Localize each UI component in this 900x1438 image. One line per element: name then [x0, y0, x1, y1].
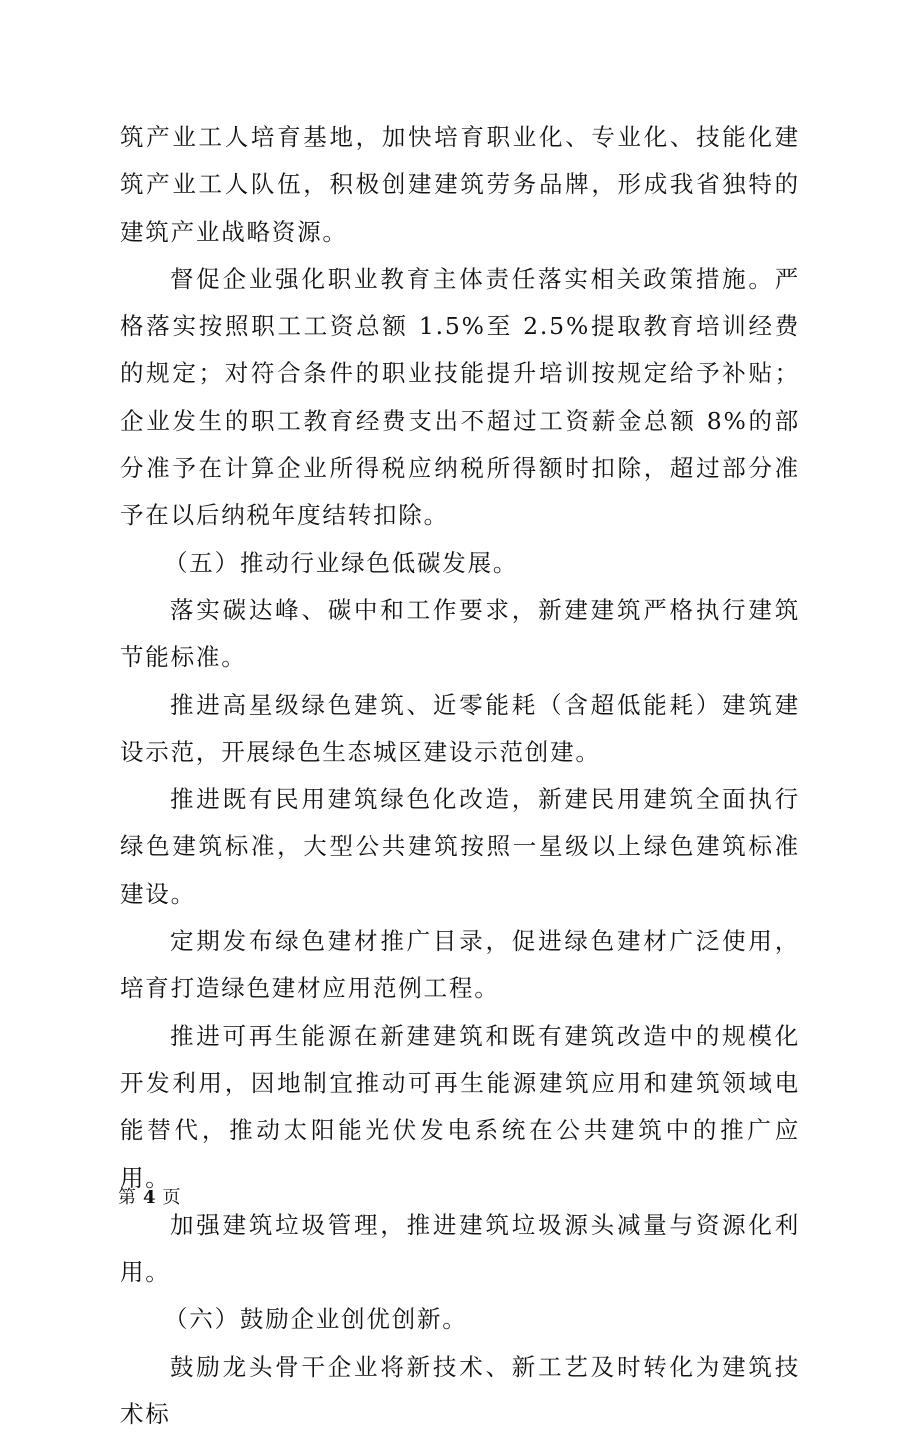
- paragraph: 鼓励龙头骨干企业将新技术、新工艺及时转化为建筑技术标: [120, 1352, 800, 1429]
- paragraph: 推进可再生能源在新建建筑和既有建筑改造中的规模化开发利用，因地制宜推动可再生能源建筑应用和建筑领域电能替代，推动太阳能光伏发电系统在公共建筑中的推广应用。: [120, 1021, 800, 1192]
- page-footer: [118, 1183, 182, 1209]
- section-heading: （五）推动行业绿色低碳发展。: [164, 548, 519, 577]
- paragraph: 督促企业强化职业教育主体责任落实相关政策措施。严格落实按照职工工资总额 1.5%至 2.5%提取教育培训经费的规定；对符合条件的职业技能提升培训按规定给予补贴；企业发生的职工教育经费支出不超过工资薪金总额 8%的部分准予在计算企业所得税应纳税所得额时扣除，超过部分准予在以后纳税年度结转扣除。: [120, 264, 801, 530]
- paragraph: 筑产业工人培育基地，加快培育职业化、专业化、技能化建筑产业工人队伍，积极创建建筑劳务品牌，形成我省独特的建筑产业战略资源。: [120, 123, 800, 246]
- footer-suffix: 页: [162, 1187, 182, 1208]
- body-text: [120, 114, 800, 1438]
- page-number: 4: [143, 1187, 157, 1208]
- paragraph: 推进既有民用建筑绿色化改造，新建民用建筑全面执行绿色建筑标准，大型公共建筑按照一星级以上绿色建筑标准建设。: [120, 785, 800, 908]
- section-heading: （六）鼓励企业创优创新。: [164, 1305, 468, 1334]
- paragraph: 落实碳达峰、碳中和工作要求，新建建筑严格执行建筑节能标准。: [120, 595, 800, 672]
- paragraph: 推进高星级绿色建筑、近零能耗（含超低能耗）建筑建设示范，开展绿色生态城区建设示范创建。: [120, 690, 800, 766]
- paragraph: 定期发布绿色建材推广目录，促进绿色建材广泛使用，培育打造绿色建材应用范例工程。: [120, 927, 800, 1003]
- paragraph: 加强建筑垃圾管理，推进建筑垃圾源头减量与资源化利用。: [120, 1210, 800, 1287]
- footer-prefix: 第: [118, 1187, 137, 1208]
